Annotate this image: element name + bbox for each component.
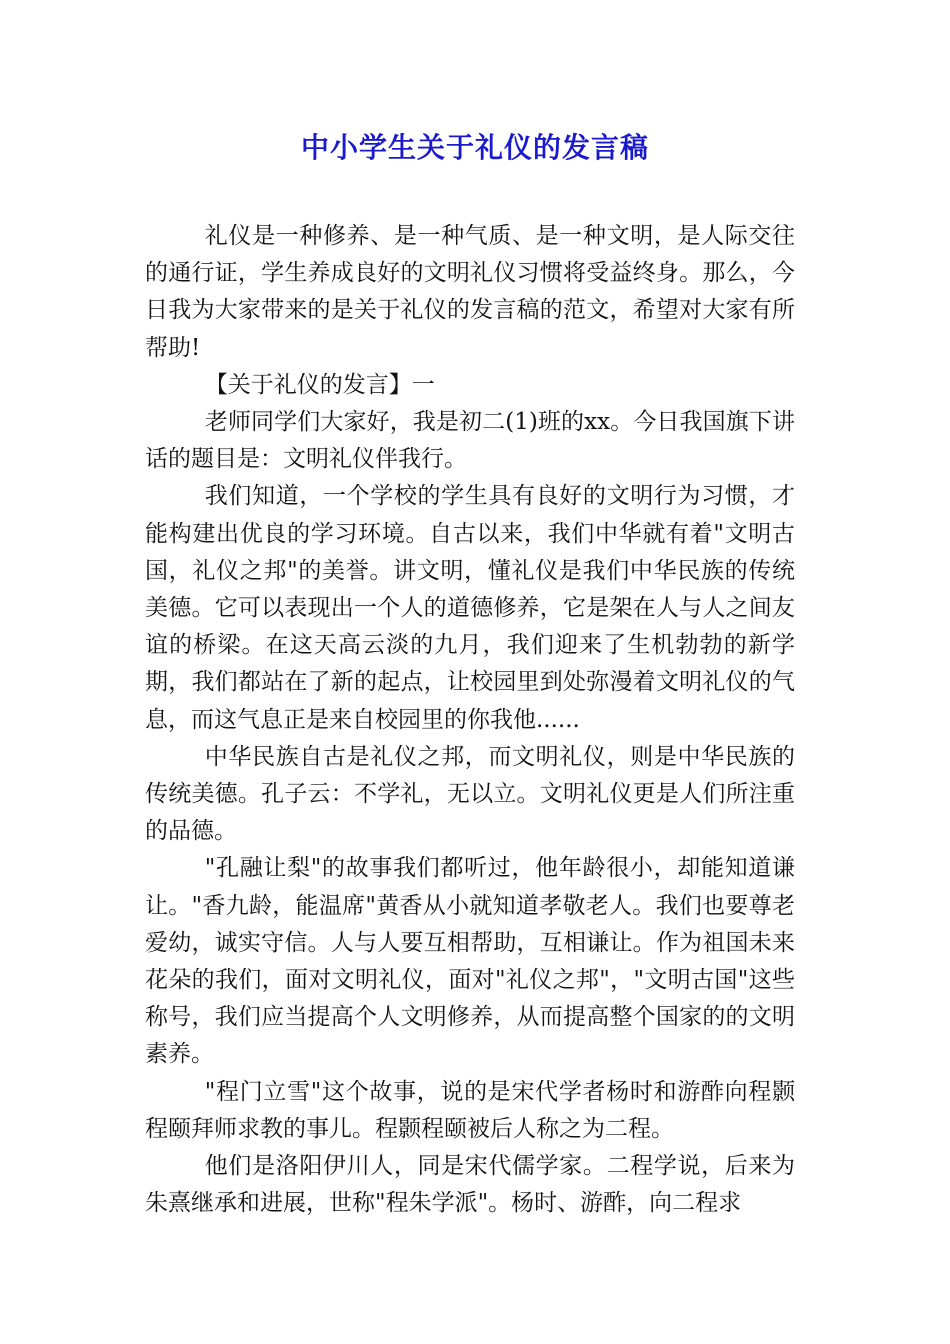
paragraph-luoyang: 他们是洛阳伊川人，同是宋代儒学家。二程学说，后来为朱熹继承和进展，世称"程朱学派"。杨时、游酢，向二程求 <box>145 1153 795 1217</box>
document-body <box>145 218 795 1222</box>
paragraph-chengmen: "程门立雪"这个故事，说的是宋代学者杨时和游酢向程颢程颐拜师求教的事儿。程颢程颐被后人称之为二程。 <box>145 1078 795 1142</box>
paragraph-intro: 礼仪是一种修养、是一种气质、是一种文明，是人际交往的通行证，学生养成良好的文明礼仪习惯将受益终身。那么，今日我为大家带来的是关于礼仪的发言稿的范文，希望对大家有所帮助! <box>145 223 795 361</box>
paragraph-school-etiquette: 我们知道，一个学校的学生具有良好的文明行为习惯，才能构建出优良的学习环境。自古以来，我们中华就有着"文明古国，礼仪之邦"的美誉。讲文明，懂礼仪是我们中华民族的传统美德。它可以表现出一个人的道德修养，它是架在人与人之间友谊的桥梁。在这天高云淡的九月，我们迎来了生机勃勃的新学期，我们都站在了新的起点，让校园里到处弥漫着文明礼仪的气息，而这气息正是来自校园里的你我他...... <box>145 483 795 733</box>
paragraph-greeting: 老师同学们大家好，我是初二(1)班的xx。今日我国旗下讲话的题目是：文明礼仪伴我行。 <box>145 409 795 473</box>
document-title: 中小学生关于礼仪的发言稿 <box>300 131 649 164</box>
paragraph-tradition: 中华民族自古是礼仪之邦，而文明礼仪，则是中华民族的传统美德。孔子云：不学礼，无以立。文明礼仪更是人们所注重的品德。 <box>145 743 795 845</box>
paragraph-kongrong: "孔融让梨"的故事我们都听过，他年龄很小，却能知道谦让。"香九龄，能温席"黄香从小就知道孝敬老人。我们也要尊老爱幼，诚实守信。人与人要互相帮助，互相谦让。作为祖国未来花朵的我们，面对文明礼仪，面对"礼仪之邦"，"文明古国"这些称号，我们应当提高个人文明修养，从而提高整个国家的的文明素养。 <box>145 855 795 1068</box>
section-heading: 【关于礼仪的发言】一 <box>204 371 435 398</box>
